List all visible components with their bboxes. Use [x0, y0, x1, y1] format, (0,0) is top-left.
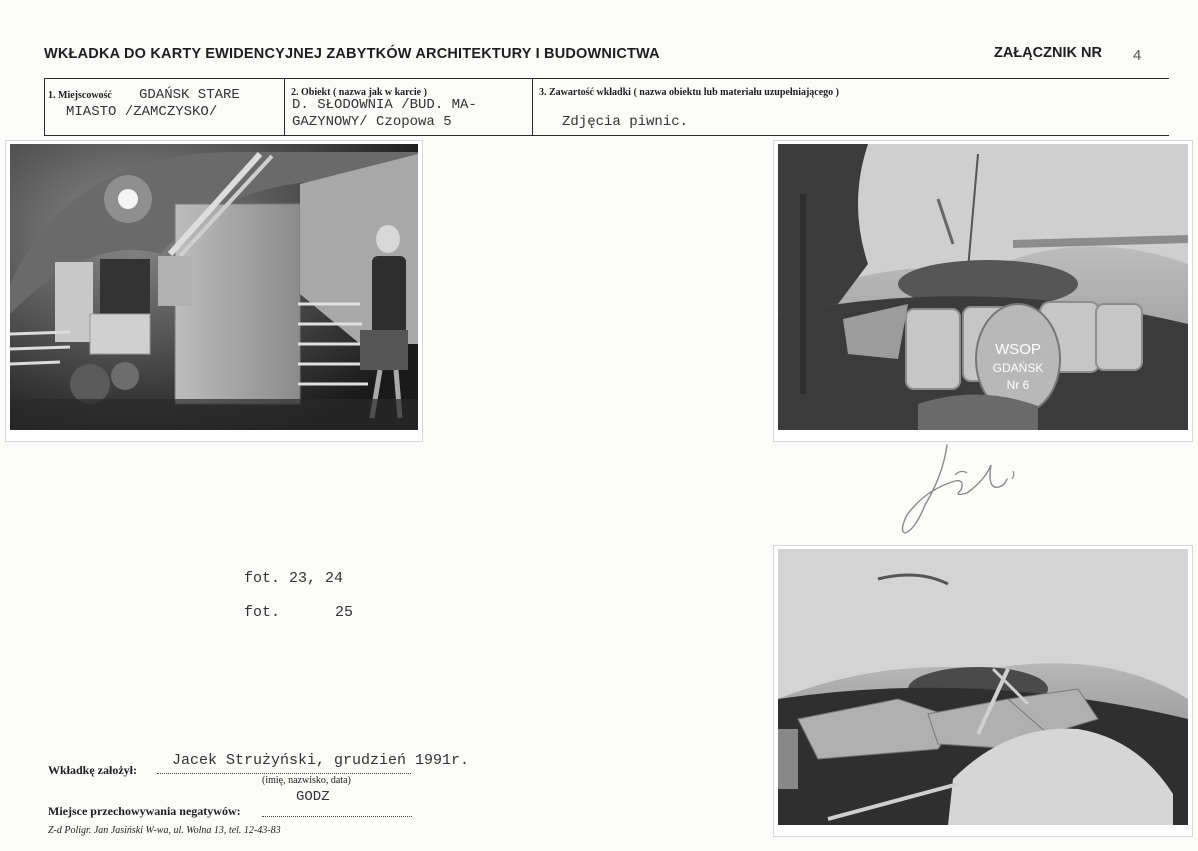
table-left-rule	[44, 78, 45, 136]
locality-value-line2: MIASTO /ZAMCZYSKO/	[66, 104, 218, 120]
content-label: 3. Zawartość wkładki ( nazwa obiektu lub materiału uzupełniającego )	[539, 87, 840, 98]
photo-cellar-barrels	[773, 140, 1193, 442]
caption-line-1: fot. 23, 24	[244, 570, 344, 587]
barrel-marking-line3: Nr 6	[1006, 378, 1030, 392]
locality-value-line1: GDAŃSK STARE	[139, 87, 240, 103]
created-by-label: Wkładkę założył:	[48, 763, 137, 777]
photo-cellar-debris	[773, 545, 1193, 837]
photo-cellar-stairs	[5, 140, 423, 442]
printer-imprint: Z-d Poligr. Jan Jasiński W-wa, ul. Wolna 13, tel. 12-43-83	[48, 825, 281, 836]
object-value-line2: GAZYNOWY/ Czopowa 5	[292, 114, 452, 130]
storage-value: GODZ	[296, 789, 330, 805]
storage-line	[262, 815, 412, 817]
barrel-marking-line1: WSOP	[995, 341, 1041, 358]
document-title: WKŁADKA DO KARTY EWIDENCYJNEJ ZABYTKÓW ARCHITEKTURY I BUDOWNICTWA	[44, 46, 660, 62]
object-label: 2. Obiekt ( nazwa jak w karcie )	[291, 87, 427, 98]
content-value: Zdjęcia piwnic.	[562, 114, 689, 130]
barrel-marking-line2: GDAŃSK	[992, 361, 1044, 375]
object-value-line1: D. SŁODOWNIA /BUD. MA-	[292, 97, 477, 113]
annex-label: ZAŁĄCZNIK NR	[994, 45, 1102, 61]
table-divider-1	[284, 78, 285, 136]
created-by-hint: (imię, nazwisko, data)	[262, 775, 351, 786]
table-top-rule	[44, 78, 1169, 79]
locality-label: 1. Miejscowość	[48, 90, 112, 101]
created-by-value: Jacek Strużyński, grudzień 1991r.	[172, 752, 470, 769]
handwritten-signature	[895, 435, 1025, 545]
storage-label: Miejsce przechowywania negatywów:	[48, 804, 241, 818]
caption-line-2-prefix: fot.	[244, 604, 281, 621]
table-divider-2	[532, 78, 533, 136]
caption-line-2-number: 25	[335, 604, 354, 621]
annex-number: 4	[1133, 47, 1142, 64]
created-by-line	[157, 772, 411, 774]
table-bottom-rule	[44, 135, 1169, 136]
